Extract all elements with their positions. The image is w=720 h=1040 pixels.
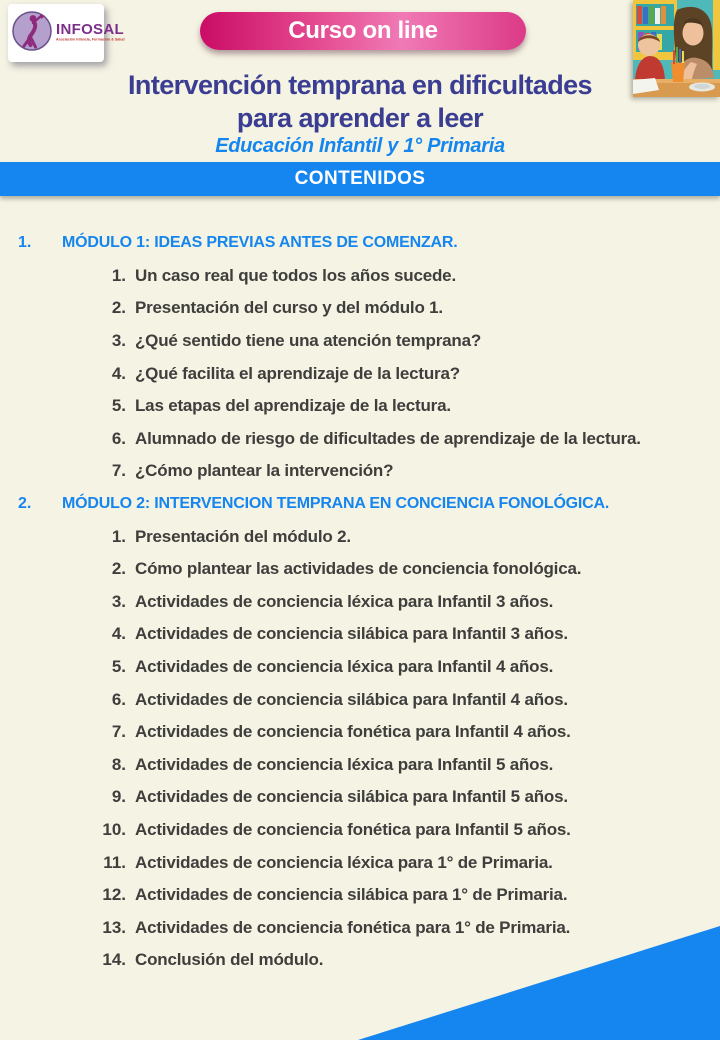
item-text: Actividades de conciencia silábica para Infantil 4 años. [135, 689, 568, 709]
item-text: Actividades de conciencia léxica para Infantil 3 años. [135, 591, 554, 611]
content-item-row [0, 520, 720, 553]
item-number: 12. [102, 885, 126, 905]
item-number: 3. [111, 331, 126, 351]
page-title-line1: Intervención temprana en dificultades [128, 70, 592, 100]
item-number: 1. [111, 526, 126, 546]
contents-bar-label: CONTENIDOS [294, 168, 426, 189]
content-item-row [0, 683, 720, 716]
item-text: Actividades de conciencia léxica para Infantil 5 años. [135, 754, 554, 774]
item-text: Conclusión del módulo. [135, 950, 324, 970]
page-title [0, 69, 720, 135]
content-item-row [0, 292, 720, 325]
corner-triangle-decoration [358, 926, 720, 1040]
item-text: Actividades de conciencia silábica para Infantil 3 años. [135, 624, 568, 644]
item-number: 7. [111, 722, 126, 742]
item-number: 9. [111, 787, 126, 807]
content-item-row [0, 553, 720, 586]
item-text: Actividades de conciencia léxica para 1° de Primaria. [135, 852, 553, 872]
infosal-logo-tagline: Asociación Infancia, Formación & Salud [56, 37, 125, 42]
module-header-row [0, 227, 720, 260]
page-title-line2: para aprender a leer [236, 103, 484, 133]
item-number: 2. [111, 298, 126, 318]
item-text: Actividades de conciencia silábica para Infantil 5 años. [135, 787, 568, 807]
item-text: Cómo plantear las actividades de conciencia fonológica. [135, 559, 582, 579]
item-number: 10. [102, 819, 126, 839]
item-number: 1. [111, 265, 126, 285]
content-item-row [0, 749, 720, 782]
curso-online-banner [200, 12, 526, 50]
content-item-row [0, 814, 720, 847]
item-text: ¿Qué sentido tiene una atención temprana? [135, 331, 482, 351]
item-number: 3. [111, 591, 126, 611]
content-item-row [0, 781, 720, 814]
item-text: Un caso real que todos los años sucede. [135, 265, 456, 285]
module-number: 2. [18, 495, 32, 513]
item-text: Actividades de conciencia fonética para Infantil 4 años. [135, 722, 571, 742]
infosal-dancer-icon [11, 10, 53, 57]
content-item-row [0, 423, 720, 456]
item-text: Actividades de conciencia léxica para Infantil 4 años. [135, 657, 554, 677]
item-number: 7. [111, 461, 126, 481]
item-number: 5. [111, 657, 126, 677]
item-text: Las etapas del aprendizaje de la lectura. [135, 396, 451, 416]
content-item-row [0, 586, 720, 619]
content-item-row [0, 455, 720, 488]
item-text: Actividades de conciencia fonética para Infantil 5 años. [135, 819, 571, 839]
content-item-row [0, 716, 720, 749]
item-number: 8. [111, 754, 126, 774]
module-title: MÓDULO 2: INTERVENCION TEMPRANA EN CONCIENCIA FONOLÓGICA. [62, 495, 610, 513]
modules-list [0, 227, 720, 977]
content-item-row [0, 879, 720, 912]
item-number: 11. [103, 852, 126, 872]
item-text: ¿Qué facilita el aprendizaje de la lectura? [135, 363, 460, 383]
item-number: 4. [111, 363, 126, 383]
item-number: 5. [111, 396, 126, 416]
content-item-row [0, 260, 720, 293]
item-text: Alumnado de riesgo de dificultades de aprendizaje de la lectura. [135, 428, 641, 448]
item-number: 2. [111, 559, 126, 579]
item-number: 4. [111, 624, 126, 644]
module-title: MÓDULO 1: IDEAS PREVIAS ANTES DE COMENZAR. [62, 234, 458, 252]
infosal-logo-name: INFOSAL [56, 20, 124, 38]
content-item-row [0, 618, 720, 651]
item-number: 14. [102, 950, 126, 970]
content-item-row [0, 325, 720, 358]
infosal-logo [8, 4, 125, 62]
content-item-row [0, 846, 720, 879]
content-item-row [0, 357, 720, 390]
item-number: 6. [111, 428, 126, 448]
module-number: 1. [18, 234, 32, 252]
item-text: Presentación del curso y del módulo 1. [135, 298, 443, 318]
item-number: 6. [111, 689, 126, 709]
page-subtitle: Educación Infantil y 1° Primaria [215, 135, 505, 157]
item-text: Actividades de conciencia silábica para 1° de Primaria. [135, 885, 568, 905]
module-header-row [0, 488, 720, 521]
item-text: Presentación del módulo 2. [135, 526, 351, 546]
item-text: ¿Cómo plantear la intervención? [135, 461, 394, 481]
content-item-row [0, 390, 720, 423]
contents-section-bar [0, 162, 720, 196]
item-number: 13. [102, 917, 126, 937]
content-item-row [0, 651, 720, 684]
item-text: Actividades de conciencia fonética para 1° de Primaria. [135, 917, 571, 937]
curso-online-banner-label: Curso on line [288, 17, 438, 44]
